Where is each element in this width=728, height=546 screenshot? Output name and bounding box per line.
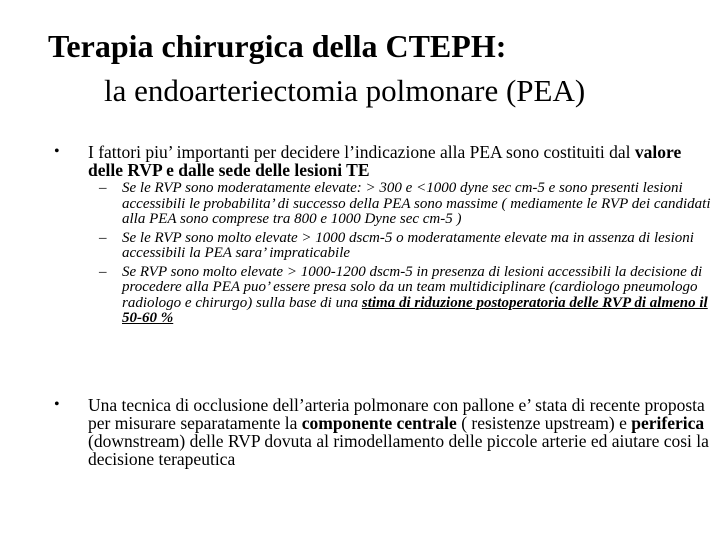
sub-bullet-item-3 [99,263,712,327]
bullet-text [88,396,712,468]
bullet-text-plain: I fattori piu’ importanti per decidere l’indicazione alla PEA sono costituiti dal [88,142,635,162]
sub-bullet-list [62,181,712,327]
bullet-text [88,143,712,179]
slide-subtitle: la endoarteriectomia polmonare (PEA) [104,73,586,108]
sub-bullet-text: Se le RVP sono moderatamente elevate: > 300 e <1000 dyne sec cm-5 e sono presenti lesioni accessibili le probabilita’ di successo della PEA sono massime ( mediamente le RVP dei candidati alla PEA sono comprese tra 800 e 1000 Dyne sec cm-5 ) [122,180,711,227]
sub-bullet-emphasis: stima di riduzione postoperatoria delle RVP di almeno il 50-60 % [122,294,708,326]
bullet-item-2 [54,395,712,469]
bullet-marker: • [54,143,60,160]
bullet-marker: • [54,396,60,413]
bullet-text-bold: componente centrale [301,413,457,433]
sub-bullet-item-2 [99,229,712,262]
sub-bullet-text: Se le RVP sono molto elevate > 1000 dscm-5 o moderatamente elevate ma in assenza di lesioni accessibili la PEA sara’ impraticabile [122,229,694,261]
sub-bullet-item-1 [99,180,712,228]
sub-bullet-text: Se RVP sono molto elevate > 1000-1200 dscm-5 in presenza di lesioni accessibili la decisione di procedere alla PEA puo’ essere presa solo da un team multidiciplinare (cardiologo pneumologo radiologo e chirurgo) sulla base di una [122,263,703,311]
dash-marker: – [99,263,107,280]
dash-marker: – [99,229,107,246]
bullet-item-1 [54,142,712,330]
bullet-text-bold: valore delle RVP e dalle sede delle lesioni TE [88,142,682,180]
bullet-text-plain: Una tecnica di occlusione dell’arteria polmonare con pallone e’ stata di recente proposta per misurare separatamente la [88,395,705,433]
bullet-text-plain: ( resistenze upstream) e [456,413,632,433]
bullet-text-plain: (downstream) delle RVP dovuta al rimodellamento delle piccole arterie ed aiutare cosi la decisione terapeutica [88,431,709,469]
dash-marker: – [99,180,107,196]
slide-title: Terapia chirurgica della CTEPH: [48,28,507,64]
bullet-text-bold: periferica [631,413,705,433]
